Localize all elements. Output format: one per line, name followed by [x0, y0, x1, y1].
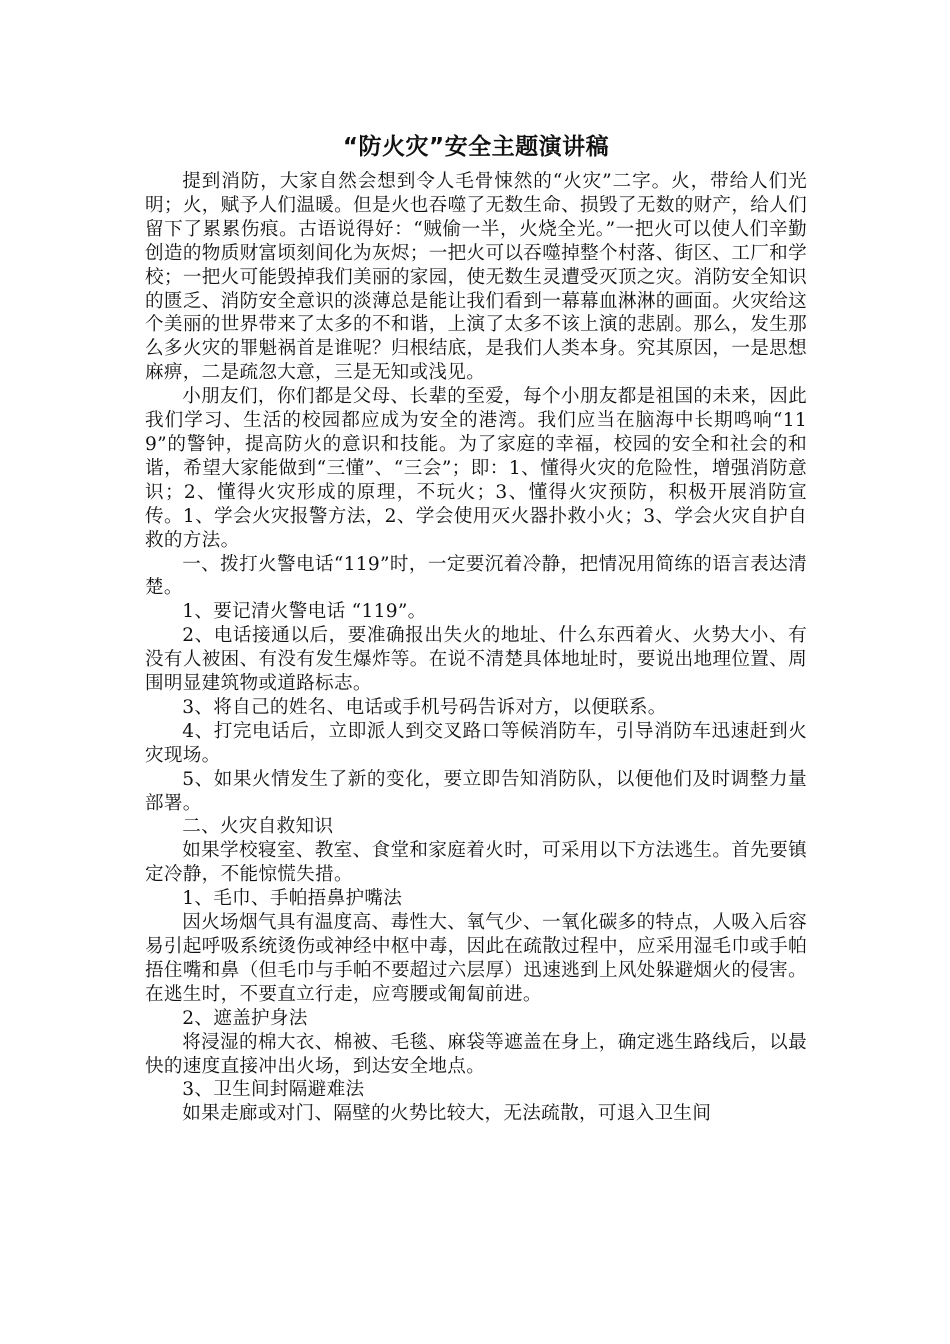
- document-page: [145, 130, 807, 1126]
- paragraph-method-3-heading: 3、卫生间封隔避难法: [182, 1079, 365, 1101]
- paragraph-method-3-body: 如果走廊或对门、隔壁的火势比较大，无法疏散，可退入卫生间: [182, 1103, 712, 1125]
- paragraph-self-rescue-intro: 如果学校寝室、教室、食堂和家庭着火时，可采用以下方法逃生。首先要镇定冷静，不能惊慌失措。: [145, 840, 807, 886]
- paragraph-item-1: 1、要记清火警电话 “119”。: [182, 601, 427, 623]
- paragraph-method-2-heading: 2、遮盖护身法: [182, 1007, 308, 1029]
- paragraph-item-3: 3、将自己的姓名、电话或手机号码告诉对方，以便联系。: [182, 696, 667, 718]
- paragraph-method-1-heading: 1、毛巾、手帕捂鼻护嘴法: [182, 888, 403, 910]
- paragraph-item-5: 5、如果火情发生了新的变化，要立即告知消防队，以便他们及时调整力量部署。: [145, 768, 807, 814]
- paragraph-method-2-body: 将浸湿的棉大衣、棉被、毛毯、麻袋等遮盖在身上，确定逃生路线后，以最快的速度直接冲出火场，到达安全地点。: [145, 1031, 807, 1077]
- paragraph-section-one-heading: 一、拨打火警电话“119”时，一定要沉着冷静，把情况用简练的语言表达清楚。: [145, 553, 807, 599]
- document-title: “防火灾”安全主题演讲稿: [342, 134, 610, 160]
- paragraph-children: 小朋友们，你们都是父母、长辈的至爱，每个小朋友都是祖国的未来，因此我们学习、生活的校园都应成为安全的港湾。我们应当在脑海中长期鸣响“119”的警钟，提高防火的意识和技能。为了家庭的幸福，校园的安全和社会的和谐，希望大家能做到“三懂”、“三会”；即：1、懂得火灾的危险性，增强消防意识；2、懂得火灾形成的原理，不玩火；3、懂得火灾预防，积极开展消防宣传。1、学会火灾报警方法，2、学会使用灭火器扑救小火；3、学会火灾自护自救的方法。: [145, 386, 807, 551]
- paragraph-section-two-heading: 二、火灾自救知识: [182, 816, 334, 838]
- paragraph-item-2: 2、电话接通以后，要准确报出失火的地址、什么东西着火、火势大小、有没有人被困、有没有发生爆炸等。在说不清楚具体地址时，要说出地理位置、周围明显建筑物或道路标志。: [145, 625, 807, 695]
- paragraph-intro: 提到消防，大家自然会想到令人毛骨悚然的“火灾”二字。火，带给人们光明；火，赋予人们温暖。但是火也吞噬了无数生命、损毁了无数的财产，给人们留下了累累伤痕。古语说得好：“贼偷一半，火烧全光。”一把火可以使人们辛勤创造的物质财富顷刻间化为灰烬；一把火可以吞噬掉整个村落、街区、工厂和学校；一把火可能毁掉我们美丽的家园，使无数生灵遭受灭顶之灾。消防安全知识的匮乏、消防安全意识的淡薄总是能让我们看到一幕幕血淋淋的画面。火灾给这个美丽的世界带来了太多的不和谐，上演了太多不该上演的悲剧。那么，发生那么多火灾的罪魁祸首是谁呢？归根结底，是我们人类本身。究其原因，一是思想麻痹，二是疏忽大意，三是无知或浅见。: [145, 171, 807, 384]
- paragraph-method-1-body: 因火场烟气具有温度高、毒性大、氧气少、一氧化碳多的特点，人吸入后容易引起呼吸系统烫伤或神经中枢中毒，因此在疏散过程中，应采用湿毛巾或手帕捂住嘴和鼻（但毛巾与手帕不要超过六层厚）迅速逃到上风处躲避烟火的侵害。在逃生时，不要直立行走，应弯腰或匍匐前进。: [145, 912, 807, 1005]
- paragraph-item-4: 4、打完电话后，立即派人到交叉路口等候消防车，引导消防车迅速赶到火灾现场。: [145, 720, 807, 766]
